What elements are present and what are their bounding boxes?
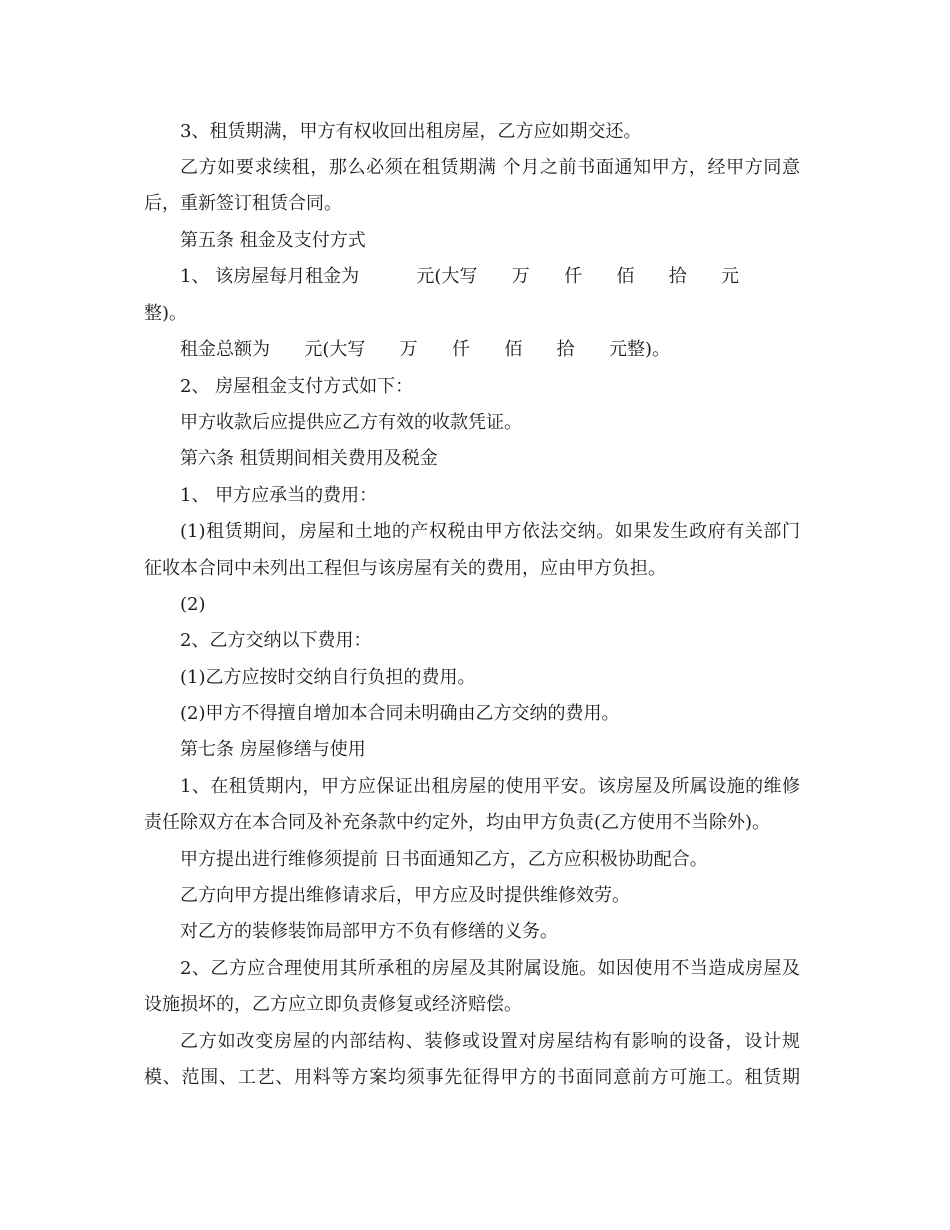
text-line: 设施损坏的，乙方应立即负责修复或经济赔偿。 xyxy=(144,994,522,1015)
text-line: (2) xyxy=(180,594,206,615)
text-line: 2、乙方交纳以下费用： xyxy=(180,630,372,651)
text-line: 乙方如要求续租，那么必须在租赁期满 个月之前书面通知甲方，经甲方同意 xyxy=(180,157,800,178)
text-line: 2、乙方应合理使用其所承租的房屋及其附属设施。如因使用不当造成房屋及 xyxy=(180,958,800,979)
text-line: 1、在租赁期内，甲方应保证出租房屋的使用平安。该房屋及所属设施的维修 xyxy=(180,776,800,797)
text-line: 甲方提出进行维修须提前 日书面通知乙方，乙方应积极协助配合。 xyxy=(180,849,708,870)
section-heading: 第六条 租赁期间相关费用及税金 xyxy=(180,448,438,469)
text-line: (1)租赁期间，房屋和土地的产权税由甲方依法交纳。如果发生政府有关部门 xyxy=(180,521,800,542)
text-line: 1、 甲方应承当的费用： xyxy=(180,485,378,506)
text-line: (2)甲方不得擅自增加本合同未明确由乙方交纳的费用。 xyxy=(180,703,620,724)
text-line: 后，重新签订租赁合同。 xyxy=(144,193,342,214)
text-line: 3、租赁期满，甲方有权收回出租房屋，乙方应如期交还。 xyxy=(180,121,642,142)
text-line: 乙方如改变房屋的内部结构、装修或设置对房屋结构有影响的设备，设计规 xyxy=(180,1031,800,1052)
section-heading: 第七条 房屋修缮与使用 xyxy=(180,739,366,760)
text-line: 乙方向甲方提出维修请求后，甲方应及时提供维修效劳。 xyxy=(180,885,630,906)
text-line: 模、范围、工艺、用料等方案均须事先征得甲方的书面同意前方可施工。租赁期 xyxy=(144,1067,800,1088)
text-line: 2、 房屋租金支付方式如下： xyxy=(180,376,414,397)
text-line: 整)。 xyxy=(144,303,188,324)
text-line: 对乙方的装修装饰局部甲方不负有修缮的义务。 xyxy=(180,921,558,942)
text-line: 征收本合同中未列出工程但与该房屋有关的费用，应由甲方负担。 xyxy=(144,558,666,579)
text-line: 甲方收款后应提供应乙方有效的收款凭证。 xyxy=(180,412,522,433)
text-line: (1)乙方应按时交纳自行负担的费用。 xyxy=(180,667,476,688)
text-line: 租金总额为 元(大写 万 仟 佰 拾 元整)。 xyxy=(180,339,671,360)
text-line: 责任除双方在本合同及补充条款中约定外，均由甲方负责(乙方使用不当除外)。 xyxy=(144,812,771,833)
section-heading: 第五条 租金及支付方式 xyxy=(180,230,366,251)
text-line: 1、 该房屋每月租金为 元(大写 万 仟 佰 拾 元 xyxy=(180,266,740,287)
